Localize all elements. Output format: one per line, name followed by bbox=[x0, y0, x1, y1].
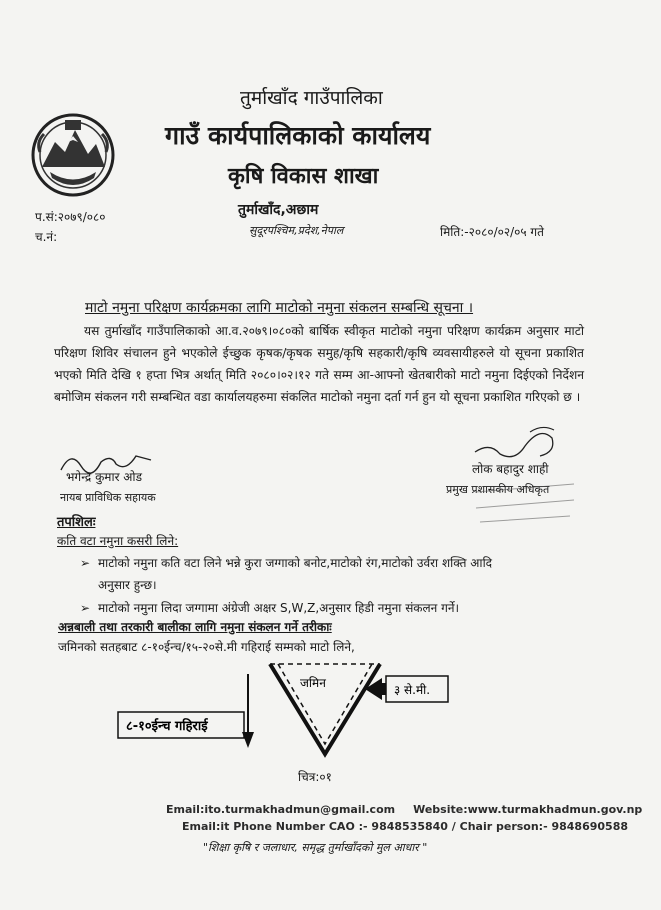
footer-email: Email:ito.turmakhadmun@gmail.com bbox=[166, 803, 396, 816]
chalani-number: च.नं: bbox=[35, 230, 58, 244]
notice-date: मिति:-२०८०/०२/०५ गते bbox=[440, 225, 545, 239]
width-label: ३ से.मी. bbox=[394, 683, 431, 697]
list-item bbox=[80, 599, 459, 616]
bullet1-continuation: अनुसार हुन्छ। bbox=[98, 578, 157, 592]
list-item bbox=[80, 554, 492, 571]
office-address: तुर्माखाँद,अछाम bbox=[238, 202, 319, 218]
right-signatory-name: लोक बहादुर शाही bbox=[472, 462, 549, 476]
soil-sampling-diagram bbox=[110, 652, 490, 762]
footer-contact bbox=[166, 803, 642, 816]
right-signatory-title: प्रमुख प्रशासकीय अधिकृत bbox=[446, 483, 550, 496]
municipality-name: तुर्माखाँद गाउँपालिका bbox=[240, 87, 383, 109]
bullet2-text: माटोको नमुना लिदा जग्गामा अंग्रेजी अक्षर S,W,Z,अनुसार हिडी नमुना संकलन गर्ने। bbox=[98, 601, 460, 615]
depth-label: ८-१०ईन्च गहिराई bbox=[126, 719, 208, 734]
office-region: सुदूरपश्चिम,प्रदेश,नेपाल bbox=[249, 224, 344, 237]
notice-body: यस तुर्माखाँद गाउँपालिकाको आ.व.२०७९।०८०को बार्षिक स्वीकृत माटोको नमुना परिक्षण कार्यक्रम अनुसार माटो परिक्षण शिविर संचालन हुने भएकोले ईच्छुक कृषक/कृषक समुह/कृषि सहकारी/कृषि व्यवसायीहरुले यो सूचना प्रकाशित भएको मिति देखि १ हप्ता भित्र अर्थात् मिति २०८०।०२।१२ गते सम्म आ-आफ्नो खेतबारीको माटो नमुना दिईएको निर्देशन बमोजिम संकलन गरी सम्बन्धित वडा कार्यालयहरुमा संकलित माटोको नमुना दर्ता गर्न हुन यो सूचना प्रकाशित गरिएको छ । bbox=[54, 324, 584, 404]
ground-label: जमिन bbox=[300, 676, 326, 690]
nepal-emblem-icon bbox=[30, 112, 116, 198]
section2-heading: अन्नबाली तथा तरकारी बालीका लागि नमुना संकलन गर्ने तरीकाः bbox=[58, 620, 332, 634]
notice-subject: माटो नमुना परिक्षण कार्यक्रमका लागि माटोको नमुना संकलन सम्बन्धि सूचना । bbox=[85, 300, 474, 316]
section2-text: जमिनको सतहबाट ८-१०ईन्च/१५-२०से.मी गहिराई सम्मको माटो लिने, bbox=[58, 640, 355, 654]
office-name: गाउँ कार्यपालिकाको कार्यालय bbox=[165, 121, 431, 150]
arrow-bullet-icon: ➢ bbox=[80, 601, 91, 615]
section1-heading: कति वटा नमुना कसरी लिने: bbox=[57, 534, 179, 548]
section-name: कृषि विकास शाखा bbox=[228, 164, 379, 189]
left-signatory-name: भगेन्द्र कुमार ओड bbox=[66, 470, 143, 484]
footer-phone: Email:it Phone Number CAO :- 9848535840 / Chair person:- 9848690588 bbox=[182, 820, 629, 833]
details-heading: तपशिलः bbox=[57, 515, 96, 530]
left-signatory-title: नायब प्राविधिक सहायक bbox=[60, 491, 156, 504]
footer-website: Website:www.turmakhadmun.gov.np bbox=[413, 803, 643, 816]
bullet1-text: माटोको नमुना कति वटा लिने भन्ने कुरा जग्गाको बनोट,माटोको रंग,माटोको उर्वरा शक्ति आदि bbox=[98, 556, 493, 570]
official-stamp bbox=[470, 478, 580, 526]
patra-sankhya: प.सं:२०७९/०८० bbox=[35, 210, 106, 224]
figure-caption: चित्र:०१ bbox=[298, 770, 332, 784]
arrow-bullet-icon: ➢ bbox=[80, 556, 91, 570]
footer-slogan: "शिक्षा कृषि र जलाधार, समृद्ध तुर्माखाँदको मुल आधार " bbox=[203, 841, 428, 854]
